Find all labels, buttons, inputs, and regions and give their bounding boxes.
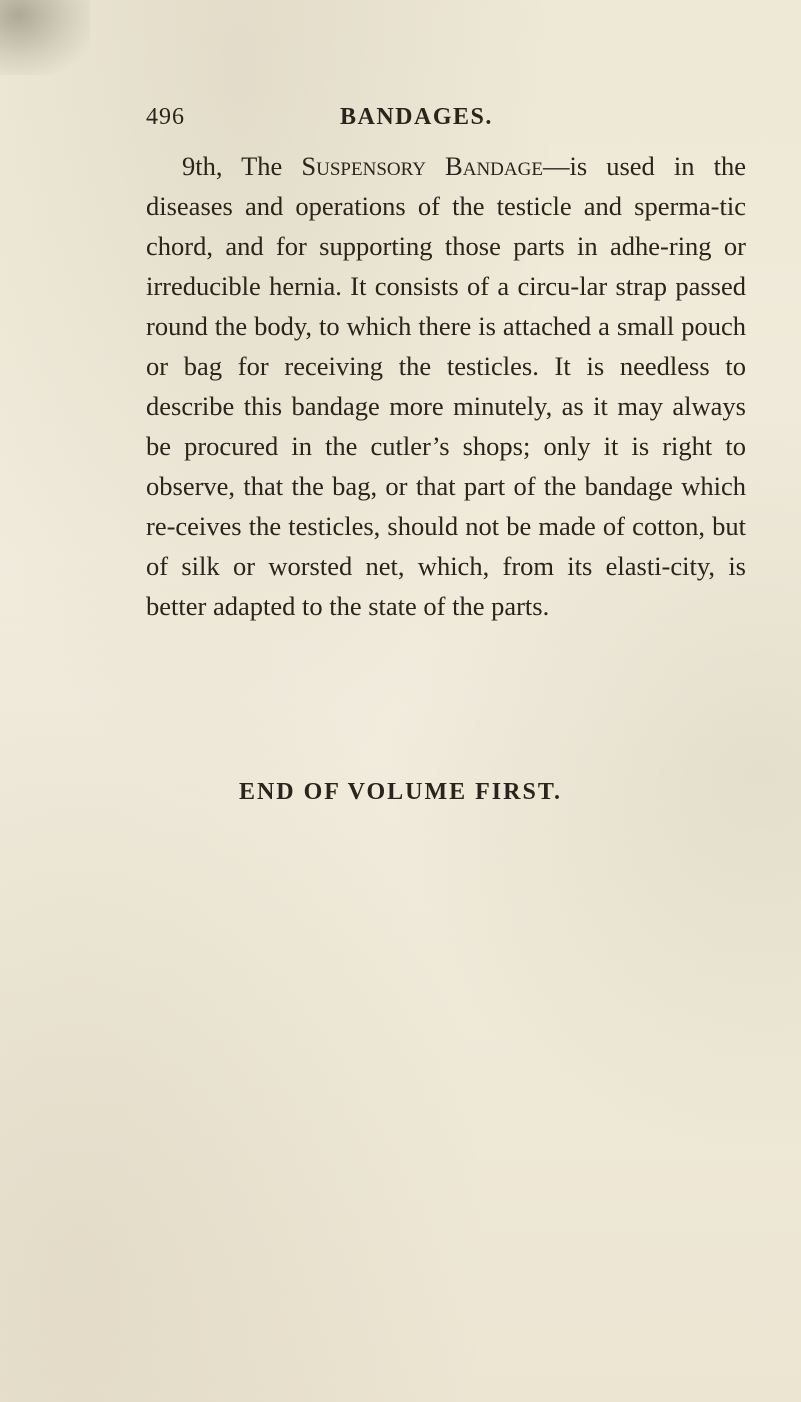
end-of-volume-mark: END OF VOLUME FIRST.	[238, 779, 563, 805]
page-number: 496	[146, 104, 185, 130]
bandage-name: Suspensory Bandage	[301, 151, 543, 181]
running-head	[0, 104, 801, 134]
body-paragraph	[146, 146, 746, 626]
paragraph-start: 9th, The	[182, 151, 302, 181]
paragraph-rest: —is used in the diseases and operations of the testicle and sperma-tic chord, and for supporting those parts in adhe-ring or irreducible hernia. It consists of a circu-lar strap passed round the body, to which there is attached a small pouch or bag for receiving the testicles. It is needless to describe this bandage more minutely, as it may always be procured in the cutler’s shops; only it is right to observe, that the bag, or that part of the bandage which re-ceives the testicles, should not be made of cotton, but of silk or worsted net, which, from its elasti-city, is better adapted to the state of the parts.	[146, 151, 746, 621]
running-title: BANDAGES.	[340, 104, 493, 130]
page-stain	[0, 0, 90, 75]
